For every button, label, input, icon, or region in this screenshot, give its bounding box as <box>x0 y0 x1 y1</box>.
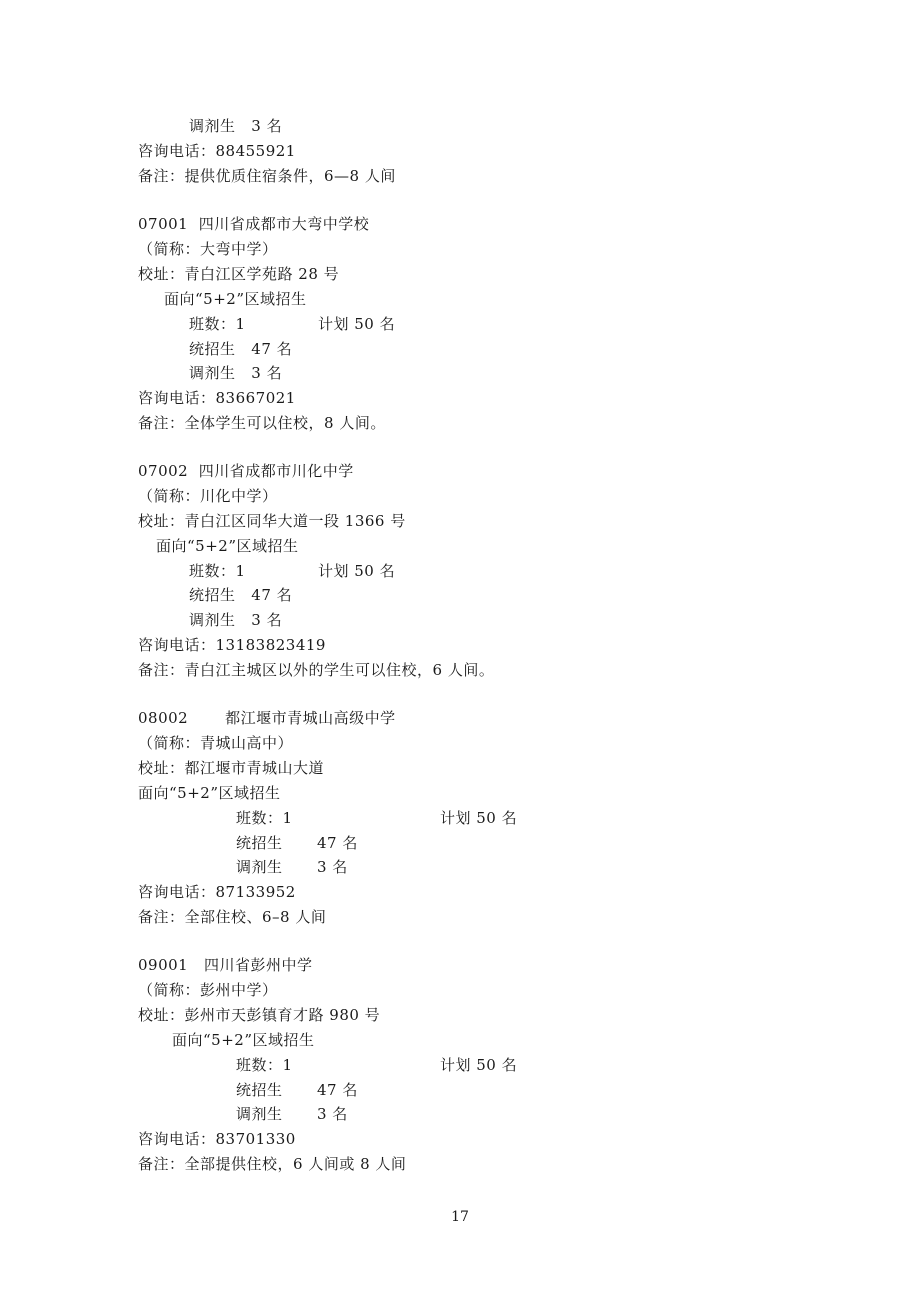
remarks: 备注：青白江主城区以外的学生可以住校，6 人间。 <box>138 661 495 679</box>
remarks: 备注：全部住校、6–8 人间 <box>138 908 327 926</box>
adjusted-enrollment: 调剂生 3 名 <box>189 364 283 382</box>
unified-enrollment: 统招生 47 名 <box>189 586 293 604</box>
remarks: 备注：全部提供住校，6 人间或 8 人间 <box>138 1155 407 1173</box>
unified-enrollment-label: 统招生 <box>236 1081 283 1099</box>
class-count: 班数：1 <box>189 562 246 580</box>
adjusted-enrollment-value: 3 名 <box>317 858 348 876</box>
unified-enrollment-label: 统招生 <box>236 834 283 852</box>
contact-phone: 咨询电话：13183823419 <box>138 636 326 654</box>
contact-phone: 咨询电话：83701330 <box>138 1130 296 1148</box>
school-abbreviation: （简称：川化中学） <box>138 487 278 505</box>
class-count: 班数：1 <box>236 1056 293 1074</box>
school-address: 校址：青白江区同华大道一段 1366 号 <box>138 512 406 530</box>
enrollment-region: 面向“5+2”区域招生 <box>164 290 307 308</box>
unified-enrollment-value: 47 名 <box>317 1081 358 1099</box>
adjusted-enrollment-label: 调剂生 <box>236 858 283 876</box>
school-abbreviation: （简称：大弯中学） <box>138 240 278 258</box>
enrollment-region: 面向“5+2”区域招生 <box>138 784 281 802</box>
school-abbreviation: （简称：青城山高中） <box>138 734 294 752</box>
school-heading: 09001 四川省彭州中学 <box>138 956 313 974</box>
unified-enrollment: 统招生 47 名 <box>189 340 293 358</box>
unified-enrollment-value: 47 名 <box>317 834 358 852</box>
adjusted-enrollment-label: 调剂生 <box>236 1105 283 1123</box>
text-line: 调剂生 3 名 <box>189 117 283 135</box>
contact-phone: 咨询电话：83667021 <box>138 389 296 407</box>
plan-count: 计划 50 名 <box>318 562 396 580</box>
text-line: 咨询电话：88455921 <box>138 142 296 160</box>
school-address: 校址：都江堰市青城山大道 <box>138 759 325 777</box>
school-heading: 07002 四川省成都市川化中学 <box>138 462 354 480</box>
adjusted-enrollment-value: 3 名 <box>317 1105 348 1123</box>
plan-count: 计划 50 名 <box>440 1056 518 1074</box>
plan-count: 计划 50 名 <box>318 315 396 333</box>
page-number: 17 <box>451 1209 469 1225</box>
contact-phone: 咨询电话：87133952 <box>138 883 296 901</box>
enrollment-region: 面向“5+2”区域招生 <box>172 1031 315 1049</box>
school-heading: 07001 四川省成都市大弯中学校 <box>138 215 370 233</box>
class-count: 班数：1 <box>236 809 293 827</box>
remarks: 备注：全体学生可以住校，8 人间。 <box>138 414 386 432</box>
school-address: 校址：青白江区学苑路 28 号 <box>138 265 340 283</box>
adjusted-enrollment: 调剂生 3 名 <box>189 611 283 629</box>
school-address: 校址：彭州市天彭镇育才路 980 号 <box>138 1006 381 1024</box>
plan-count: 计划 50 名 <box>440 809 518 827</box>
class-count: 班数：1 <box>189 315 246 333</box>
enrollment-region: 面向“5+2”区域招生 <box>156 537 299 555</box>
school-heading: 08002 都江堰市青城山高级中学 <box>138 709 396 727</box>
text-line: 备注：提供优质住宿条件，6—8 人间 <box>138 167 396 185</box>
school-abbreviation: （简称：彭州中学） <box>138 981 278 999</box>
